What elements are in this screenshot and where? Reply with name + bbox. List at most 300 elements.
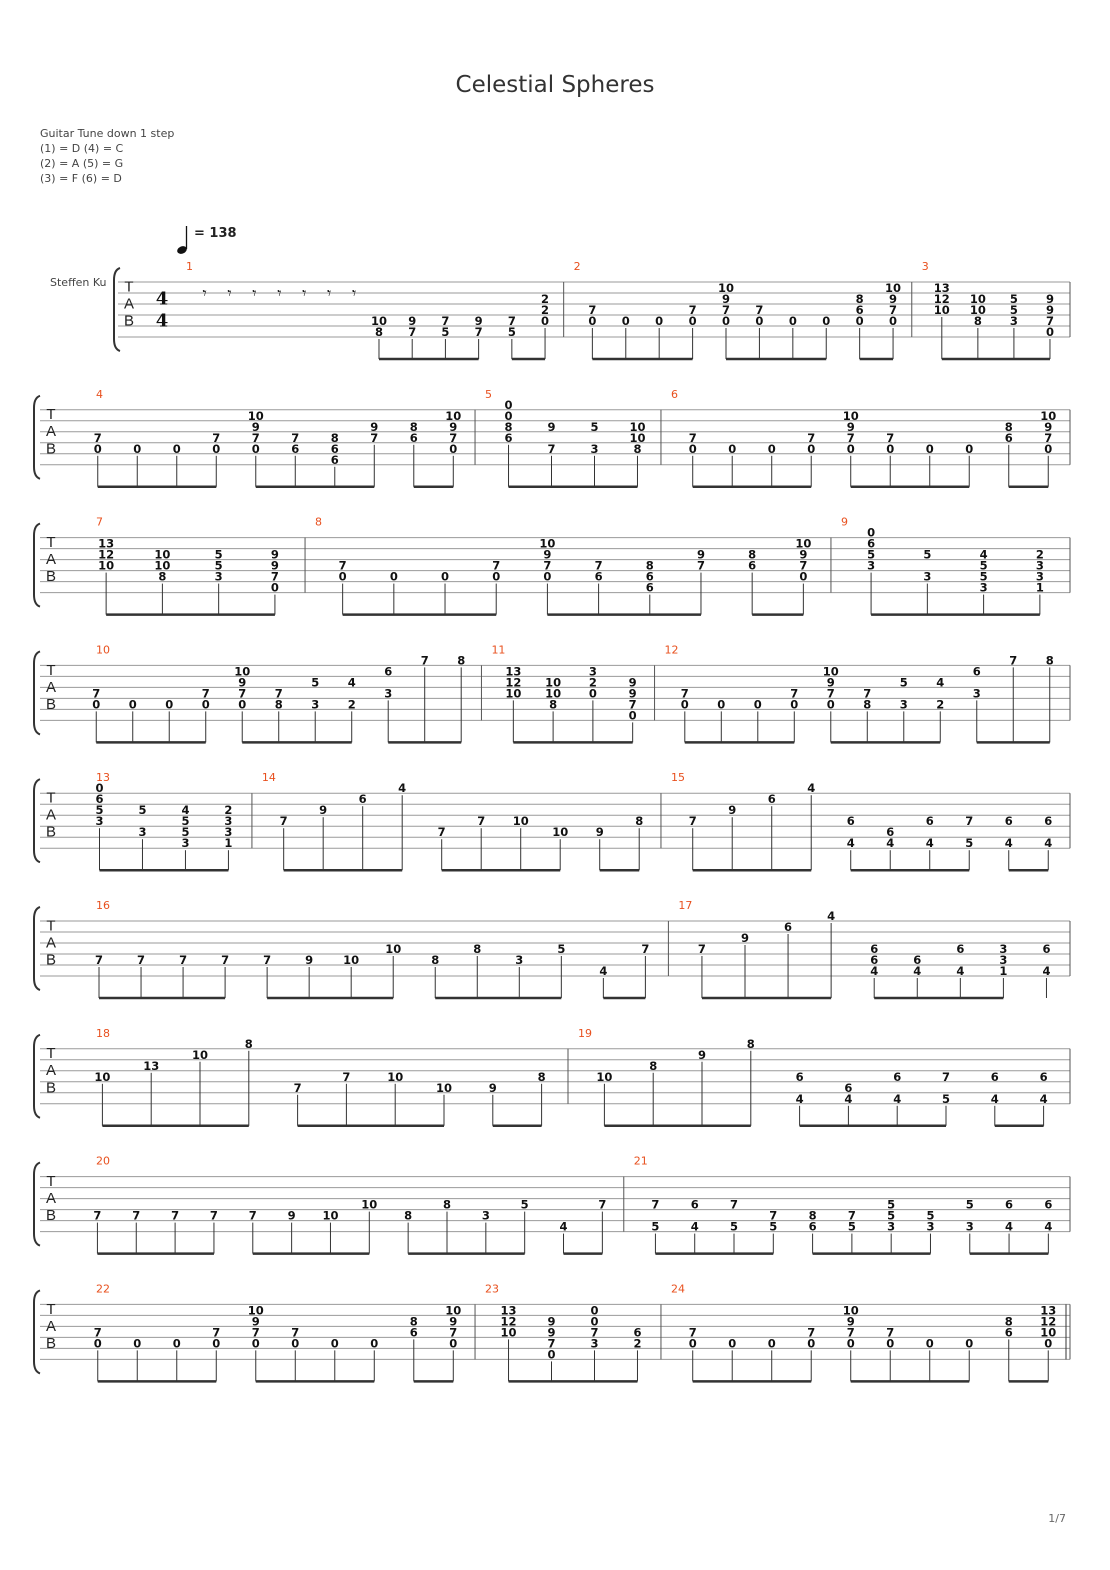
tab-clef-letter: B xyxy=(45,1207,57,1225)
fret-number: 3 xyxy=(979,580,988,595)
fret-number: 0 xyxy=(133,1336,142,1351)
fret-number: 10 xyxy=(445,1303,462,1318)
fret-number: 7 xyxy=(293,1080,302,1095)
fret-number: 0 xyxy=(133,441,142,456)
fret-number: 9 xyxy=(547,419,556,434)
fret-number: 6 xyxy=(594,569,603,584)
fret-number: 0 xyxy=(449,1336,458,1351)
fret-number: 8 xyxy=(409,419,418,434)
measure-number: 7 xyxy=(96,515,103,529)
fret-number: 5 xyxy=(181,814,190,829)
fret-number: 5 xyxy=(1009,303,1018,317)
fret-number: 7 xyxy=(212,1325,221,1340)
fret-number: 6 xyxy=(913,953,922,967)
fret-number: 3 xyxy=(588,664,597,679)
tab-clef-letter: A xyxy=(45,1190,57,1207)
tab-clef-letter: B xyxy=(45,823,57,841)
measure-number: 3 xyxy=(921,260,929,273)
fret-number: 3 xyxy=(999,942,1008,956)
fret-number: 4 xyxy=(956,964,965,978)
fret-number: 7 xyxy=(251,1325,260,1340)
tab-clef-letter: A xyxy=(45,1062,57,1080)
fret-number: 10 xyxy=(154,558,171,573)
fret-number: 9 xyxy=(1045,292,1054,306)
system-bracket xyxy=(34,396,40,479)
measure-number: 12 xyxy=(664,643,679,657)
fret-number: 10 xyxy=(629,430,646,445)
fret-number: 0 xyxy=(590,1314,599,1329)
fret-number: 7 xyxy=(863,686,872,701)
fret-number: 2 xyxy=(347,697,356,712)
fret-number: 3 xyxy=(1035,558,1044,573)
fret-number: 4 xyxy=(599,964,608,978)
fret-number: 0 xyxy=(172,441,181,456)
page-number: 1/7 xyxy=(1048,1512,1066,1525)
measure-number: 13 xyxy=(96,771,110,785)
measure-number: 11 xyxy=(491,643,506,657)
fret-number: 7 xyxy=(248,1208,257,1223)
tab-clef-letter: A xyxy=(45,806,57,824)
fret-number: 7 xyxy=(680,686,689,701)
tab-clef-letter: T xyxy=(46,917,56,935)
fret-number: 4 xyxy=(1005,1219,1014,1234)
fret-number: 7 xyxy=(886,1325,895,1340)
tab-clef-letter: A xyxy=(123,295,135,313)
fret-number: 7 xyxy=(688,430,697,445)
fret-number: 9 xyxy=(1044,419,1053,434)
fret-number: 3 xyxy=(923,569,932,584)
fret-number: 10 xyxy=(969,303,986,317)
fret-number: 8 xyxy=(645,558,654,573)
fret-number: 5 xyxy=(979,558,988,573)
eighth-rest: 𝄾 xyxy=(252,283,257,303)
fret-number: 4 xyxy=(1004,836,1013,851)
fret-number: 3 xyxy=(867,558,876,573)
fret-number: 8 xyxy=(537,1069,546,1084)
fret-number: 9 xyxy=(846,1314,855,1329)
fret-number: 4 xyxy=(1042,964,1051,978)
fret-number: 3 xyxy=(181,836,190,851)
fret-number: 9 xyxy=(722,292,731,306)
fret-number: 7 xyxy=(799,558,808,573)
fret-number: 6 xyxy=(767,792,776,807)
measure-number: 1 xyxy=(186,260,193,273)
tab-clef-letter: A xyxy=(45,934,57,952)
fret-number: 7 xyxy=(449,430,458,445)
time-signature-digit: 4 xyxy=(155,288,169,310)
fret-number: 12 xyxy=(1040,1314,1057,1329)
fret-number: 0 xyxy=(728,441,737,456)
fret-number: 0 xyxy=(389,569,398,584)
fret-number: 7 xyxy=(291,430,300,445)
fret-number: 7 xyxy=(137,953,146,967)
fret-number: 10 xyxy=(539,536,556,551)
fret-number: 0 xyxy=(688,314,697,328)
fret-number: 9 xyxy=(449,1314,458,1329)
tab-clef-letter: T xyxy=(124,278,134,296)
fret-number: 13 xyxy=(505,664,522,679)
fret-number: 7 xyxy=(338,558,347,573)
fret-number: 7 xyxy=(543,558,552,573)
fret-number: 0 xyxy=(688,441,697,456)
fret-number: 0 xyxy=(717,697,726,712)
fret-number: 9 xyxy=(251,419,260,434)
fret-number: 13 xyxy=(1040,1303,1057,1318)
fret-number: 4 xyxy=(925,836,934,851)
system-bracket xyxy=(34,1290,40,1373)
fret-number: 8 xyxy=(649,1058,658,1073)
fret-number: 7 xyxy=(132,1208,141,1223)
fret-number: 5 xyxy=(965,1197,974,1212)
fret-number: 8 xyxy=(473,942,482,956)
fret-number: 4 xyxy=(893,1091,902,1106)
fret-number: 8 xyxy=(633,441,642,456)
fret-number: 0 xyxy=(799,569,808,584)
fret-number: 3 xyxy=(590,1336,599,1351)
fret-number: 6 xyxy=(690,1197,699,1212)
fret-number: 5 xyxy=(847,1219,856,1234)
fret-number: 0 xyxy=(753,697,762,712)
fret-number: 12 xyxy=(933,292,950,306)
fret-number: 9 xyxy=(474,314,483,328)
fret-number: 6 xyxy=(645,569,654,584)
fret-number: 10 xyxy=(505,686,522,701)
fret-number: 7 xyxy=(696,558,705,573)
fret-number: 8 xyxy=(504,419,513,434)
fret-number: 7 xyxy=(449,1325,458,1340)
fret-number: 12 xyxy=(505,675,522,690)
tab-clef-letter: T xyxy=(46,789,56,807)
fret-number: 7 xyxy=(474,325,483,339)
measure-number: 18 xyxy=(96,1026,110,1040)
fret-number: 4 xyxy=(181,803,190,818)
measure-number: 10 xyxy=(96,643,110,657)
system-bracket xyxy=(34,1163,40,1246)
eighth-rest: 𝄾 xyxy=(202,283,207,303)
fret-number: 7 xyxy=(342,1069,351,1084)
fret-number: 2 xyxy=(633,1336,642,1351)
tuning-line: (1) = D (4) = C xyxy=(40,142,124,155)
fret-number: 8 xyxy=(374,325,383,339)
measure-number: 15 xyxy=(670,771,685,785)
fret-number: 6 xyxy=(925,814,934,829)
fret-number: 8 xyxy=(746,1036,755,1051)
fret-number: 10 xyxy=(885,281,902,295)
fret-number: 10 xyxy=(385,942,402,956)
fret-number: 5 xyxy=(138,803,147,818)
fret-number: 6 xyxy=(893,1069,902,1084)
fret-number: 10 xyxy=(512,814,529,829)
fret-number: 9 xyxy=(238,675,247,690)
fret-number: 8 xyxy=(1004,419,1013,434)
tab-clef-letter: B xyxy=(45,951,57,969)
fret-number: 5 xyxy=(311,675,320,690)
fret-number: 7 xyxy=(221,953,230,967)
fret-number: 10 xyxy=(435,1080,453,1095)
fret-number: 8 xyxy=(404,1208,413,1223)
fret-number: 10 xyxy=(629,419,646,434)
eighth-rest: 𝄾 xyxy=(227,283,232,303)
fret-number: 10 xyxy=(500,1325,517,1340)
measure-number: 22 xyxy=(96,1282,110,1296)
fret-number: 7 xyxy=(209,1208,218,1223)
fret-number: 0 xyxy=(588,314,597,328)
fret-number: 10 xyxy=(370,314,387,328)
fret-number: 8 xyxy=(748,547,757,562)
measure-number: 21 xyxy=(633,1154,648,1168)
fret-number: 7 xyxy=(93,1325,102,1340)
fret-number: 13 xyxy=(143,1058,160,1073)
fret-number: 9 xyxy=(826,675,835,690)
fret-number: 0 xyxy=(93,441,102,456)
fret-number: 5 xyxy=(926,1208,935,1223)
system-bracket xyxy=(34,524,40,607)
fret-number: 9 xyxy=(697,1047,707,1062)
fret-number: 4 xyxy=(979,547,988,562)
fret-number: 7 xyxy=(441,314,450,328)
fret-number: 9 xyxy=(270,558,279,573)
fret-number: 10 xyxy=(247,1303,264,1318)
tuning-line: (2) = A (5) = G xyxy=(40,157,124,170)
fret-number: 6 xyxy=(1044,814,1053,829)
fret-number: 7 xyxy=(477,814,486,829)
fret-number: 7 xyxy=(755,303,764,317)
fret-number: 0 xyxy=(201,697,210,712)
tempo-marking: = 138 xyxy=(194,226,237,241)
fret-number: 6 xyxy=(330,441,339,456)
tab-clef-letter: T xyxy=(46,1172,56,1190)
fret-number: 10 xyxy=(1040,1325,1057,1340)
fret-number: 6 xyxy=(972,664,981,679)
fret-number: 6 xyxy=(1042,942,1051,956)
fret-number: 7 xyxy=(263,953,272,967)
fret-number: 10 xyxy=(1040,408,1057,423)
fret-number: 3 xyxy=(214,569,223,584)
fret-number: 7 xyxy=(201,686,210,701)
fret-number: 10 xyxy=(343,953,360,967)
fret-number: 6 xyxy=(409,1325,418,1340)
fret-number: 7 xyxy=(279,814,288,829)
fret-number: 9 xyxy=(728,803,737,818)
fret-number: 7 xyxy=(95,953,104,967)
fret-number: 9 xyxy=(488,1080,497,1095)
fret-number: 7 xyxy=(408,325,417,339)
fret-number: 2 xyxy=(541,292,550,306)
fret-number: 0 xyxy=(251,1336,260,1351)
fret-number: 0 xyxy=(767,441,776,456)
eighth-rest: 𝄾 xyxy=(277,283,282,303)
fret-number: 0 xyxy=(370,1336,379,1351)
time-signature-digit: 4 xyxy=(155,310,169,332)
fret-number: 0 xyxy=(172,1336,181,1351)
measure-number: 23 xyxy=(485,1282,500,1296)
fret-number: 6 xyxy=(291,441,300,456)
fret-number: 7 xyxy=(846,430,855,445)
fret-number: 5 xyxy=(965,836,974,851)
measure-number: 14 xyxy=(261,771,276,785)
fret-number: 7 xyxy=(790,686,799,701)
measure-number: 16 xyxy=(96,899,110,912)
tuning-line: (3) = F (6) = D xyxy=(40,172,122,185)
fret-number: 0 xyxy=(826,697,835,712)
fret-number: 7 xyxy=(93,430,102,445)
measure-number: 6 xyxy=(670,387,678,401)
fret-number: 0 xyxy=(722,314,731,328)
fret-number: 7 xyxy=(807,430,816,445)
fret-number: 8 xyxy=(635,814,644,829)
fret-number: 4 xyxy=(347,675,356,690)
fret-number: 6 xyxy=(870,953,879,967)
fret-number: 0 xyxy=(504,397,513,412)
fret-number: 7 xyxy=(807,1325,816,1340)
fret-number: 0 xyxy=(822,314,831,328)
fret-number: 5 xyxy=(979,569,988,584)
system-bracket xyxy=(114,268,120,351)
measure-number: 5 xyxy=(485,387,493,401)
fret-number: 4 xyxy=(559,1219,568,1234)
fret-number: 8 xyxy=(973,314,982,328)
fret-number: 6 xyxy=(358,792,367,807)
fret-number: 4 xyxy=(827,909,836,923)
fret-number: 10 xyxy=(795,536,812,551)
fret-number: 7 xyxy=(420,653,429,668)
fret-number: 7 xyxy=(547,1336,556,1351)
fret-number: 7 xyxy=(93,1208,102,1223)
fret-number: 4 xyxy=(398,781,407,796)
fret-number: 12 xyxy=(500,1314,517,1329)
fret-number: 10 xyxy=(361,1197,378,1212)
tab-clef-letter: A xyxy=(45,1317,57,1335)
fret-number: 7 xyxy=(641,942,650,956)
fret-number: 10 xyxy=(234,664,251,679)
fret-number: 7 xyxy=(688,303,697,317)
fret-number: 5 xyxy=(590,419,599,434)
fret-number: 0 xyxy=(449,441,458,456)
fret-number: 9 xyxy=(595,825,604,840)
measure-number: 8 xyxy=(315,515,323,529)
fret-number: 0 xyxy=(807,1336,816,1351)
fret-number: 9 xyxy=(543,547,552,562)
fret-number: 7 xyxy=(886,430,895,445)
fret-number: 9 xyxy=(305,953,314,967)
fret-number: 7 xyxy=(212,430,221,445)
fret-number: 5 xyxy=(181,825,190,840)
fret-number: 6 xyxy=(846,814,855,829)
fret-number: 0 xyxy=(889,314,898,328)
fret-number: 13 xyxy=(98,536,115,551)
fret-number: 6 xyxy=(808,1219,817,1234)
fret-number: 0 xyxy=(212,441,221,456)
fret-number: 6 xyxy=(645,580,654,595)
fret-number: 8 xyxy=(431,953,440,967)
measure-number: 9 xyxy=(840,515,848,529)
fret-number: 0 xyxy=(95,781,104,796)
fret-number: 10 xyxy=(596,1069,613,1084)
fret-number: 3 xyxy=(1009,314,1018,328)
fret-number: 3 xyxy=(224,814,233,829)
fret-number: 5 xyxy=(730,1219,739,1234)
fret-number: 6 xyxy=(990,1069,999,1084)
fret-number: 7 xyxy=(730,1197,739,1212)
fret-number: 7 xyxy=(965,814,974,829)
fret-number: 13 xyxy=(933,281,950,295)
fret-number: 1 xyxy=(999,964,1008,978)
fret-number: 3 xyxy=(311,697,320,712)
fret-number: 6 xyxy=(1039,1069,1048,1084)
fret-number: 0 xyxy=(886,441,895,456)
fret-number: 7 xyxy=(826,686,835,701)
fret-number: 8 xyxy=(457,653,466,668)
tab-clef-letter: T xyxy=(46,1045,56,1063)
fret-number: 5 xyxy=(941,1091,951,1106)
fret-number: 10 xyxy=(718,281,735,295)
fret-number: 0 xyxy=(886,1336,895,1351)
fret-number: 7 xyxy=(238,686,247,701)
fret-number: 0 xyxy=(330,1336,339,1351)
fret-number: 3 xyxy=(515,953,524,967)
fret-number: 3 xyxy=(224,825,233,840)
system-bracket xyxy=(34,1035,40,1118)
system-bracket xyxy=(34,907,40,990)
tab-clef-letter: B xyxy=(45,568,57,586)
fret-number: 0 xyxy=(790,697,799,712)
tab-clef-letter: T xyxy=(46,1300,56,1318)
system-bracket xyxy=(34,779,40,862)
tab-clef-letter: B xyxy=(45,1079,57,1097)
fret-number: 6 xyxy=(330,452,339,467)
fret-number: 0 xyxy=(965,1336,974,1351)
fret-number: 4 xyxy=(690,1219,699,1234)
tuning-header: Guitar Tune down 1 step xyxy=(40,127,175,140)
fret-number: 3 xyxy=(590,441,599,456)
fret-number: 4 xyxy=(936,675,945,690)
fret-number: 10 xyxy=(445,408,462,423)
tab-clef-letter: B xyxy=(45,695,57,713)
fret-number: 0 xyxy=(925,441,934,456)
tab-clef-letter: T xyxy=(46,406,56,424)
fret-number: 5 xyxy=(95,803,104,818)
system-bracket xyxy=(34,651,40,734)
fret-number: 7 xyxy=(547,441,556,456)
fret-number: 8 xyxy=(330,430,339,445)
fret-number: 7 xyxy=(370,430,379,445)
fret-number: 9 xyxy=(287,1208,296,1223)
tab-clef-letter: T xyxy=(46,661,56,679)
song-title: Celestial Spheres xyxy=(455,72,655,98)
fret-number: 9 xyxy=(408,314,417,328)
fret-number: 7 xyxy=(588,303,597,317)
fret-number: 8 xyxy=(244,1036,253,1051)
fret-number: 9 xyxy=(547,1314,556,1329)
fret-number: 8 xyxy=(808,1208,817,1223)
fret-number: 7 xyxy=(251,430,260,445)
fret-number: 2 xyxy=(541,303,550,317)
fret-number: 6 xyxy=(795,1069,804,1084)
fret-number: 7 xyxy=(1009,653,1018,668)
fret-number: 7 xyxy=(1045,314,1054,328)
fret-number: 7 xyxy=(651,1197,660,1212)
fret-number: 6 xyxy=(95,792,104,807)
fret-number: 0 xyxy=(767,1336,776,1351)
fret-number: 0 xyxy=(238,697,247,712)
fret-number: 9 xyxy=(547,1325,556,1340)
fret-number: 3 xyxy=(481,1208,490,1223)
fret-number: 0 xyxy=(92,697,101,712)
fret-number: 0 xyxy=(547,1347,556,1362)
fret-number: 4 xyxy=(870,964,879,978)
fret-number: 0 xyxy=(655,314,664,328)
fret-number: 3 xyxy=(384,686,393,701)
